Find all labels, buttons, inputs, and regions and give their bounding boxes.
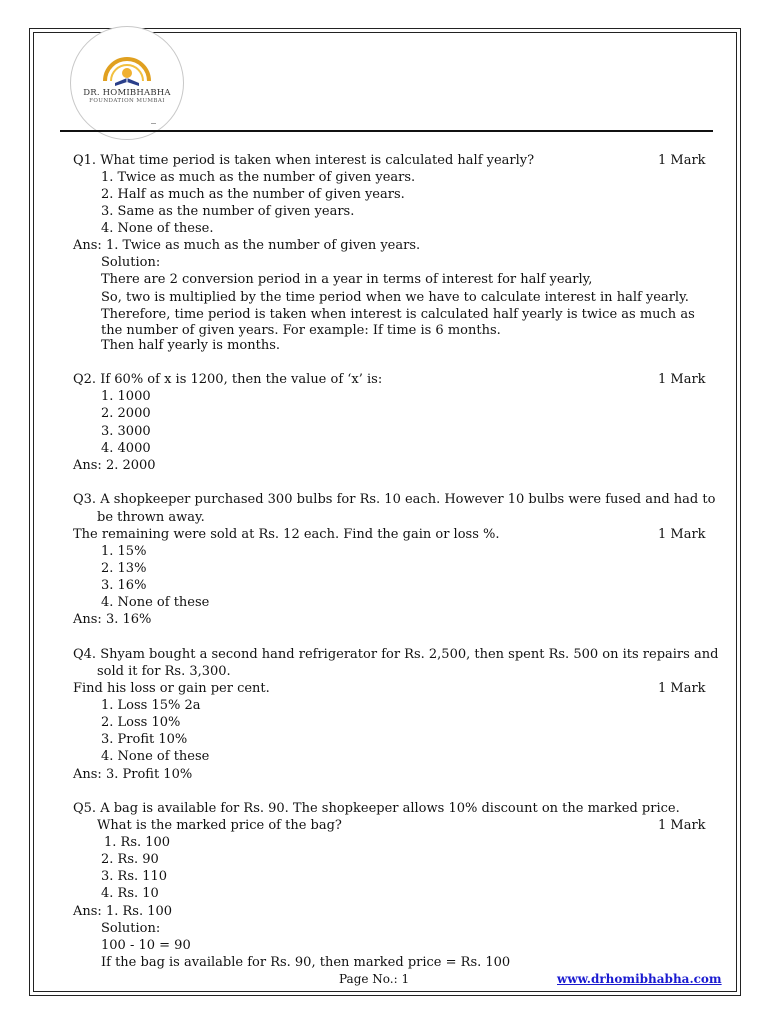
text-line: 1. 1000 <box>101 389 151 404</box>
text-line: There are 2 conversion period in a year in terms of interest for half yearly, <box>101 272 593 287</box>
text-line: 3. Rs. 110 <box>101 869 168 884</box>
text-line: 4. None of these <box>101 749 210 764</box>
text-line: 4. None of these <box>101 595 210 610</box>
text-line: So, two is multiplied by the time period when we have to calculate interest in half yearly. <box>101 290 689 305</box>
text-line: 2. 13% <box>101 561 147 576</box>
website-link[interactable]: www.drhomibhabha.com <box>557 972 722 986</box>
text-line: 4. Rs. 10 <box>101 886 159 901</box>
text-line: 1. 15% <box>101 544 147 559</box>
text-line: 3. 16% <box>101 578 147 593</box>
logo-name: DR. HOMIBHABHA <box>83 88 171 98</box>
text-line: What is the marked price of the bag? <box>97 818 342 833</box>
text-line: 1. Rs. 100 <box>104 835 171 850</box>
text-line: be thrown away. <box>97 510 205 525</box>
text-line: Q3. A shopkeeper purchased 300 bulbs for Rs. 10 each. However 10 bulbs were fused and had to <box>73 492 716 507</box>
mark-label: 1 Mark <box>658 527 706 542</box>
text-line: Ans: 3. Profit 10% <box>73 767 193 782</box>
mark-label: 1 Mark <box>658 153 706 168</box>
text-line: The remaining were sold at Rs. 12 each. Find the gain or loss %. <box>73 527 500 542</box>
text-line: Then half yearly is months. <box>101 338 280 353</box>
text-line: Ans: 2. 2000 <box>73 458 156 473</box>
text-line: 3. 3000 <box>101 424 151 439</box>
text-line: Ans: 1. Rs. 100 <box>73 904 173 919</box>
text-line: Q4. Shyam bought a second hand refrigerator for Rs. 2,500, then spent Rs. 500 on its repairs and <box>73 647 719 662</box>
logo-dash: _ <box>151 113 156 124</box>
text-line: 4. 4000 <box>101 441 151 456</box>
page-number: Page No.: 1 <box>339 972 410 986</box>
foundation-logo <box>70 26 184 140</box>
text-line: 4. None of these. <box>101 221 214 236</box>
text-line: Find his loss or gain per cent. <box>73 681 270 696</box>
text-line: Q2. If 60% of x is 1200, then the value of ‘x’ is: <box>73 372 383 387</box>
text-line: Q1. What time period is taken when interest is calculated half yearly? <box>73 153 535 168</box>
text-line: Solution: <box>101 921 161 936</box>
text-line: Solution: <box>101 255 161 270</box>
text-line: sold it for Rs. 3,300. <box>97 664 231 679</box>
text-line: 2. Half as much as the number of given years. <box>101 187 405 202</box>
mark-label: 1 Mark <box>658 372 706 387</box>
text-line: 2. Rs. 90 <box>101 852 159 867</box>
text-line: Therefore, time period is taken when interest is calculated half yearly is twice as much as the number of given years. For example: If time is 6 months. <box>101 307 695 338</box>
text-line: If the bag is available for Rs. 90, then marked price = Rs. 100 <box>101 955 511 970</box>
text-line: 3. Same as the number of given years. <box>101 204 355 219</box>
logo-subtitle: FOUNDATION MUMBAI <box>89 98 165 104</box>
mark-label: 1 Mark <box>658 818 706 833</box>
text-line: 1. Twice as much as the number of given years. <box>101 170 416 185</box>
text-line: Ans: 3. 16% <box>73 612 152 627</box>
text-line: Q5. A bag is available for Rs. 90. The shopkeeper allows 10% discount on the marked price. <box>73 801 680 816</box>
sunrise-book-icon <box>101 47 153 87</box>
text-line: Ans: 1. Twice as much as the number of given years. <box>73 238 421 253</box>
text-line: 1. Loss 15% 2a <box>101 698 201 713</box>
text-line: 2. 2000 <box>101 406 151 421</box>
text-line: 2. Loss 10% <box>101 715 181 730</box>
text-line: 100 - 10 = 90 <box>101 938 191 953</box>
header-rule <box>60 130 713 132</box>
mark-label: 1 Mark <box>658 681 706 696</box>
text-line: 3. Profit 10% <box>101 732 188 747</box>
